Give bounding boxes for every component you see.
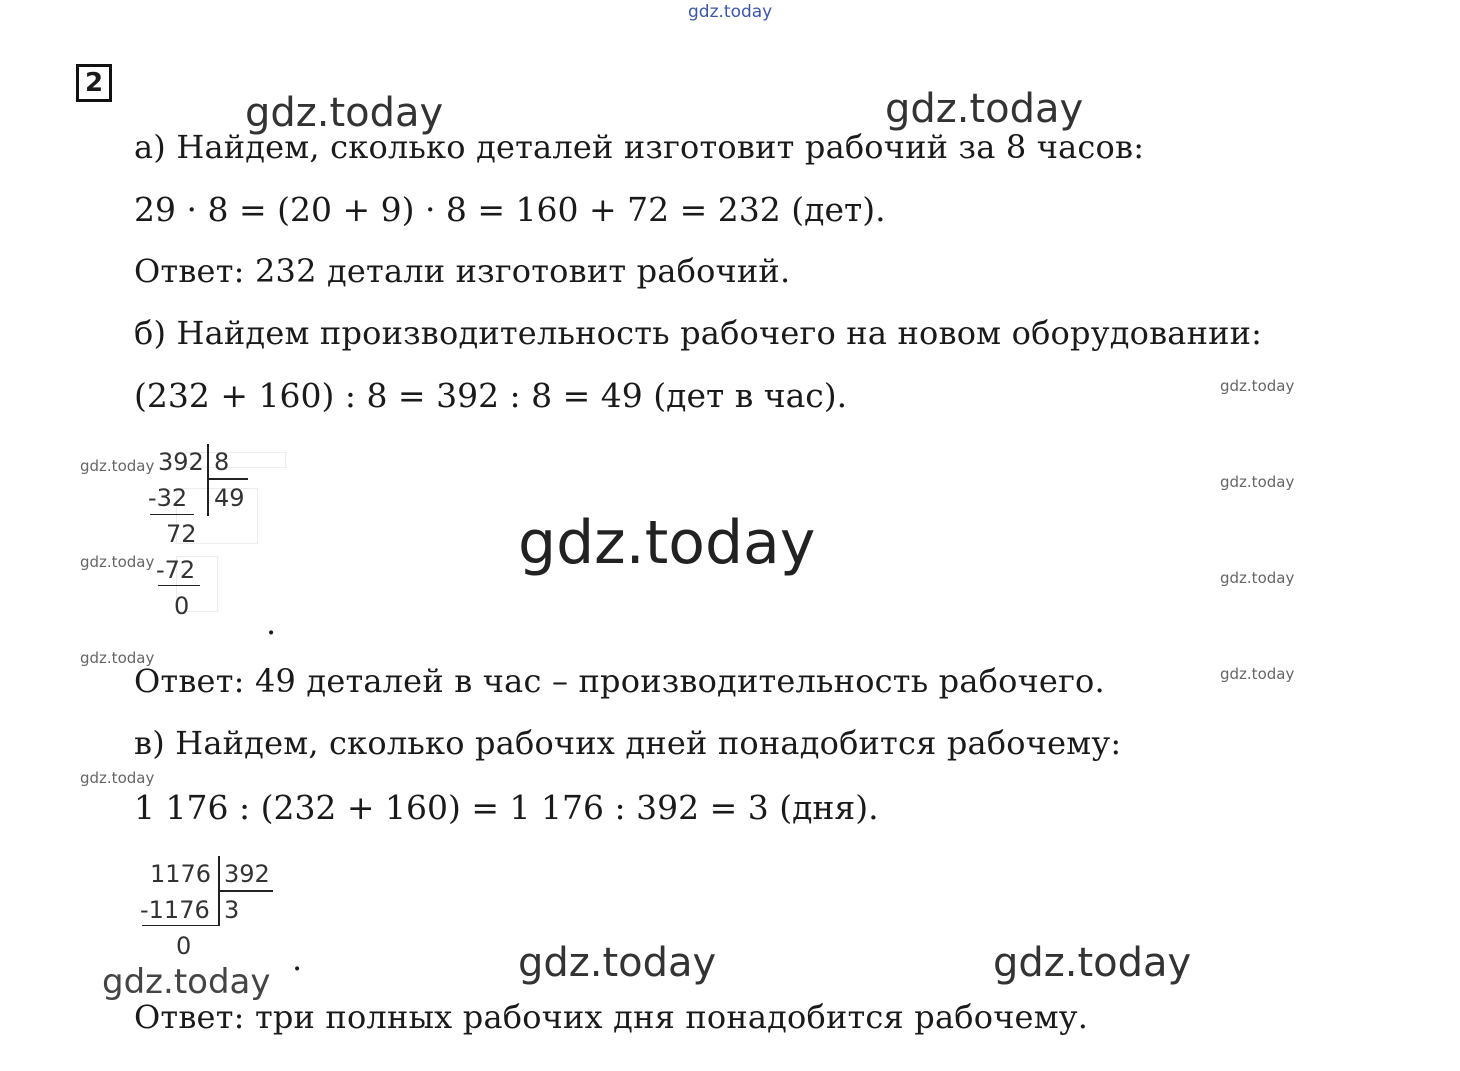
division-dot: . [266, 604, 277, 642]
watermark: gdz.today [993, 940, 1192, 986]
watermark-top: gdz.today [688, 2, 773, 22]
part-b-answer: Ответ: 49 деталей в час – производительность рабочего. [134, 662, 1105, 700]
part-v-heading: в) Найдем, сколько рабочих дней понадобится рабочему: [134, 724, 1122, 762]
part-v-answer: Ответ: три полных рабочих дня понадобится рабочему. [134, 998, 1089, 1036]
watermark: gdz.today [1220, 473, 1295, 491]
division-step1: -1176 [140, 896, 210, 924]
division-dot: . [292, 940, 303, 978]
watermark: gdz.today [1220, 377, 1295, 395]
part-v-formula: 1 176 : (232 + 160) = 1 176 : 392 = 3 (дня). [134, 788, 879, 827]
task-number-badge: 2 [76, 64, 112, 102]
division-divisor: 392 [224, 860, 270, 888]
part-b-formula: (232 + 160) : 8 = 392 : 8 = 49 (дет в час). [134, 376, 848, 415]
watermark: gdz.today [885, 86, 1084, 132]
part-a-formula: 29 · 8 = (20 + 9) · 8 = 160 + 72 = 232 (дет). [134, 190, 886, 229]
watermark-large: gdz.today [518, 508, 816, 578]
division-remainder: 0 [174, 592, 190, 620]
watermark: gdz.today [1220, 569, 1295, 587]
division-step2: -72 [156, 556, 196, 584]
division-remainder1: 72 [166, 520, 197, 548]
watermark: gdz.today [102, 962, 271, 1002]
part-a-answer: Ответ: 232 детали изготовит рабочий. [134, 252, 791, 290]
division-dividend: 392 [158, 448, 204, 476]
watermark: gdz.today [1220, 665, 1295, 683]
division-quotient: 49 [214, 484, 245, 512]
division-step1: -32 [148, 484, 188, 512]
watermark: gdz.today [518, 940, 717, 986]
division-quotient: 3 [224, 896, 240, 924]
division-remainder: 0 [176, 932, 192, 960]
watermark: gdz.today [80, 649, 155, 667]
watermark: gdz.today [80, 769, 155, 787]
watermark: gdz.today [245, 90, 444, 136]
part-b-heading: б) Найдем производительность рабочего на новом оборудовании: [134, 314, 1263, 352]
watermark: gdz.today [80, 457, 155, 475]
part-a-heading: а) Найдем, сколько деталей изготовит рабочий за 8 часов: [134, 128, 1145, 166]
watermark: gdz.today [80, 553, 155, 571]
division-divisor: 8 [214, 448, 230, 476]
division-dividend: 1176 [150, 860, 212, 888]
